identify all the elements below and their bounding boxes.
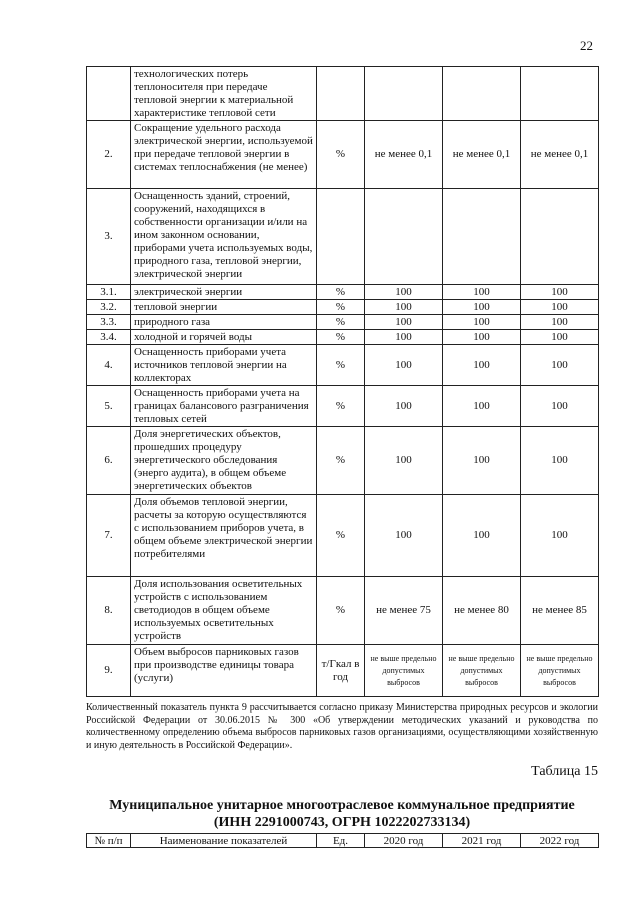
indicator-name: природного газа: [131, 315, 317, 330]
value-2020: [365, 67, 443, 121]
value-2022: 100: [521, 386, 599, 427]
indicator-name: холодной и горячей воды: [131, 330, 317, 345]
indicator-name: Доля объемов тепловой энергии, расчеты за которую осуществляются с использованием приборов учета, в общем объеме электрической энергии потребителями: [131, 495, 317, 577]
row-number: 4.: [87, 345, 131, 386]
table-row: [87, 330, 599, 345]
value-2020: 100: [365, 495, 443, 577]
value-2022: 100: [521, 345, 599, 386]
value-2021: 100: [443, 285, 521, 300]
header-unit: Ед.: [317, 834, 365, 848]
indicator-name: Оснащенность приборами учета на границах балансового разграничения тепловых сетей: [131, 386, 317, 427]
row-number: 3.: [87, 189, 131, 285]
page-number: 22: [580, 38, 593, 53]
indicator-name: электрической энергии: [131, 285, 317, 300]
value-2021: 100: [443, 386, 521, 427]
value-2021: 100: [443, 345, 521, 386]
header-num: № п/п: [87, 834, 131, 848]
table-row: [87, 189, 599, 285]
value-2022: 100: [521, 315, 599, 330]
value-2021: не менее 0,1: [443, 121, 521, 189]
value-2020: 100: [365, 300, 443, 315]
value-2022: 100: [521, 300, 599, 315]
value-2022: 100: [521, 495, 599, 577]
unit: %: [317, 330, 365, 345]
value-2021: 100: [443, 495, 521, 577]
unit: %: [317, 386, 365, 427]
table-row: [87, 577, 599, 645]
value-2021: [443, 67, 521, 121]
value-2020: 100: [365, 315, 443, 330]
row-number: 8.: [87, 577, 131, 645]
table-row: [87, 645, 599, 697]
header-2022: 2022 год: [521, 834, 599, 848]
row-number: 7.: [87, 495, 131, 577]
row-number: 9.: [87, 645, 131, 697]
value-2020: 100: [365, 345, 443, 386]
table-15-header: [86, 833, 599, 848]
value-2022: 100: [521, 427, 599, 495]
indicator-name: Объем выбросов парниковых газов при производстве единицы товара (услуги): [131, 645, 317, 697]
header-name: Наименование показателей: [131, 834, 317, 848]
value-2021: 100: [443, 330, 521, 345]
value-2021: 100: [443, 300, 521, 315]
row-number: 3.2.: [87, 300, 131, 315]
table-row: [87, 386, 599, 427]
table-row: [87, 495, 599, 577]
unit: %: [317, 315, 365, 330]
unit: %: [317, 495, 365, 577]
row-number: 6.: [87, 427, 131, 495]
value-2021: не менее 80: [443, 577, 521, 645]
table-row: [87, 67, 599, 121]
row-number: 3.3.: [87, 315, 131, 330]
table-row: [87, 427, 599, 495]
value-2020: не менее 75: [365, 577, 443, 645]
organization-ids: (ИНН 2291000743, ОГРН 1022202733134): [213, 815, 471, 830]
table-row: [87, 345, 599, 386]
table-row: [87, 315, 599, 330]
value-2021: 100: [443, 427, 521, 495]
indicator-name: Оснащенность зданий, строений, сооружений, находящихся в собственности организации и/или на ином законном основании, приборами учета используемых воды, природного газа, тепловой энергии, электрической энергии: [131, 189, 317, 285]
unit: %: [317, 300, 365, 315]
indicator-name: Сокращение удельного расхода электрической энергии, используемой при передаче тепловой энергии в системах теплоснабжения (не менее): [131, 121, 317, 189]
value-2021: [443, 189, 521, 285]
value-2022: не менее 85: [521, 577, 599, 645]
value-2022: 100: [521, 330, 599, 345]
indicator-name: Доля использования осветительных устройств с использованием светодиодов в общем объеме используемых осветительных устройств: [131, 577, 317, 645]
table-label: Таблица 15: [531, 764, 598, 779]
table-row: [87, 285, 599, 300]
value-2020: [365, 189, 443, 285]
value-2022: не выше предельно допустимых выбросов: [521, 645, 599, 697]
organization-name: Муниципальное унитарное многоотраслевое коммунальное предприятие: [109, 798, 575, 813]
indicator-name: Оснащенность приборами учета источников тепловой энергии на коллекторах: [131, 345, 317, 386]
value-2020: 100: [365, 330, 443, 345]
row-number: 2.: [87, 121, 131, 189]
row-number: [87, 67, 131, 121]
unit: %: [317, 121, 365, 189]
header-2020: 2020 год: [365, 834, 443, 848]
value-2020: не менее 0,1: [365, 121, 443, 189]
indicator-name: технологических потерь теплоносителя при передаче тепловой энергии к материальной характеристике тепловой сети: [131, 67, 317, 121]
indicator-name: тепловой энергии: [131, 300, 317, 315]
value-2021: не выше предельно допустимых выбросов: [443, 645, 521, 697]
value-2020: 100: [365, 386, 443, 427]
unit: [317, 67, 365, 121]
row-number: 5.: [87, 386, 131, 427]
value-2021: 100: [443, 315, 521, 330]
unit: т/Гкал в год: [317, 645, 365, 697]
unit: %: [317, 577, 365, 645]
value-2022: не менее 0,1: [521, 121, 599, 189]
table-row: [87, 300, 599, 315]
organization-title: [86, 797, 598, 831]
unit: [317, 189, 365, 285]
header-row: [87, 834, 599, 848]
value-2022: [521, 189, 599, 285]
value-2022: [521, 67, 599, 121]
unit: %: [317, 427, 365, 495]
value-2020: не выше предельно допустимых выбросов: [365, 645, 443, 697]
value-2022: 100: [521, 285, 599, 300]
header-2021: 2021 год: [443, 834, 521, 848]
footnote: Количественный показатель пункта 9 рассчитывается согласно приказу Министерства природных ресурсов и экологии Российской Федерации от 30.06.2015 № 300 «Об утверждении методических указаний и руководства по количественному определению объема выбросов парниковых газов организациями, осуществляющими хозяйственную и иную деятельность в Российской Федерации».: [86, 702, 598, 751]
unit: %: [317, 345, 365, 386]
row-number: 3.4.: [87, 330, 131, 345]
row-number: 3.1.: [87, 285, 131, 300]
unit: %: [317, 285, 365, 300]
value-2020: 100: [365, 285, 443, 300]
table-row: [87, 121, 599, 189]
value-2020: 100: [365, 427, 443, 495]
indicators-table: [86, 66, 599, 697]
indicator-name: Доля энергетических объектов, прошедших процедуру энергетического обследования (энерго аудита), в общем объеме энергетических объектов: [131, 427, 317, 495]
